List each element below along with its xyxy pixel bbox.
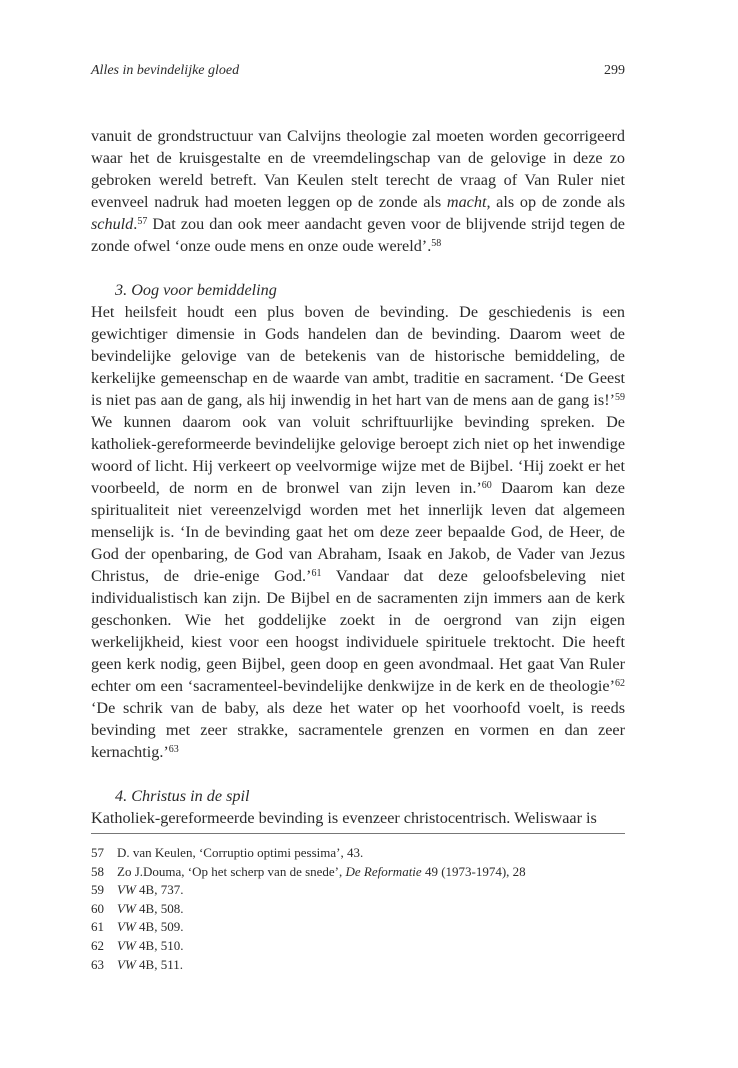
footnote: 62 VW 4B, 510. (91, 937, 184, 953)
paragraph-continuation: vanuit de grondstructuur van Calvijns theologie zal moeten worden gecorrigeerd waar het de kruisgestalte en de vreemdelingschap van de gelovige in deze zo gebroken wereld betreft. Van Keulen stelt terecht de vraag of Van Ruler niet evenveel nadruk had moeten leggen op de zonde als macht, als op de zonde als schuld.$^{57}$ Dat zou dan ook meer aandacht geven voor de blijvende strijd tegen de zonde ofwel ‘onze oude mens en onze oude wereld’.$^{58}$ (91, 127, 625, 255)
paragraph-bemiddeling: Het heilsfeit houdt een plus boven de bevinding. De geschiedenis is een gewichtiger dimensie in Gods handelen dan de bevinding. Daarom weet de bevindelijke gelovige van de betekenis van de historische bemiddeling, de kerkelijke gemeenschap en de waarde van ambt, traditie en sacrament. ‘De Geest is niet pas aan de gang, als hij inwendig in het hart van de mens aan de gang is!’$^{59}$ We kunnen daarom ook van voluit schriftuurlijke bevinding spreken. De katholiek-gereformeerde bevindelijke gelovige beroept zich niet op het inwendige woord of licht. Hij verkeert op veelvormige wijze met de Bijbel. ‘Hij zoekt er het voorbeeld, de norm en de bronwel van zijn leven in.’$^{60}$ Daarom kan deze spiritualiteit niet vereenzelvigd worden met het innerlijk leven dat algemeen menselijk is. ‘In de bevinding gaat het om deze zeer bepaalde God, de Heer, de God der openbaring, de God van Abraham, Isaak en Jakob, de Vader van Jezus Christus, de drie-enige God.’$^{61}$ Vandaar dat deze geloofsbeleving niet individualistisch kan zijn. De Bijbel en de sacramenten zijn immers aan de kerk geschonken. Wie het goddelijke zoekt in de oergrond van zijn eigen werkelijkheid, kiest voor een hoogst individuele spirituele trektocht. Die heeft geen kerk nodig, geen Bijbel, geen doop en geen avondmaal. Het gaat Van Ruler echter om een ‘sacramenteel-bevindelijke denkwijze in de kerk en de theologie’$^{62}$ ‘De schrik van de baby, als deze het water op het voorhoofd voelt, is reeds bevinding met zeer strakke, sacramentele grenzen en vormen en dan zeer kernachtig.’$^{63}$ (91, 303, 625, 761)
footnote-ref: 62 (615, 678, 625, 689)
section-heading: 3. Oog voor bemiddeling (115, 281, 277, 299)
footnote-ref: 63 (168, 744, 179, 755)
footnote-ref: 61 (311, 568, 322, 579)
footnote-ref: 57 (137, 216, 148, 227)
main-text (91, 125, 625, 829)
footnote: 63 VW 4B, 511. (91, 956, 183, 972)
footnote: 59 VW 4B, 737. (91, 882, 184, 898)
section-heading: 4. Christus in de spil (115, 787, 250, 805)
paragraph-christus: Katholiek-gereformeerde bevinding is evenzeer christocentrisch. Weliswaar is (91, 809, 597, 827)
footnote: 61 VW 4B, 509. (91, 919, 184, 935)
footnotes (91, 844, 625, 974)
running-title: Alles in bevindelijke gloed (91, 63, 240, 78)
footnote: 60 VW 4B, 508. (91, 900, 184, 916)
page-number: 299 (604, 63, 625, 78)
footnote: 58 Zo J.Douma, ‘Op het scherp van de snede’, De Reformatie 49 (1973-1974), 28 (91, 863, 526, 879)
running-header (91, 63, 625, 83)
footnote-ref: 60 (481, 480, 492, 491)
footnote-divider (91, 833, 625, 834)
footnote-ref: 58 (431, 238, 442, 249)
footnote: 57 D. van Keulen, ‘Corruptio optimi pessima’, 43. (91, 845, 364, 860)
footnote-ref: 59 (615, 392, 625, 403)
